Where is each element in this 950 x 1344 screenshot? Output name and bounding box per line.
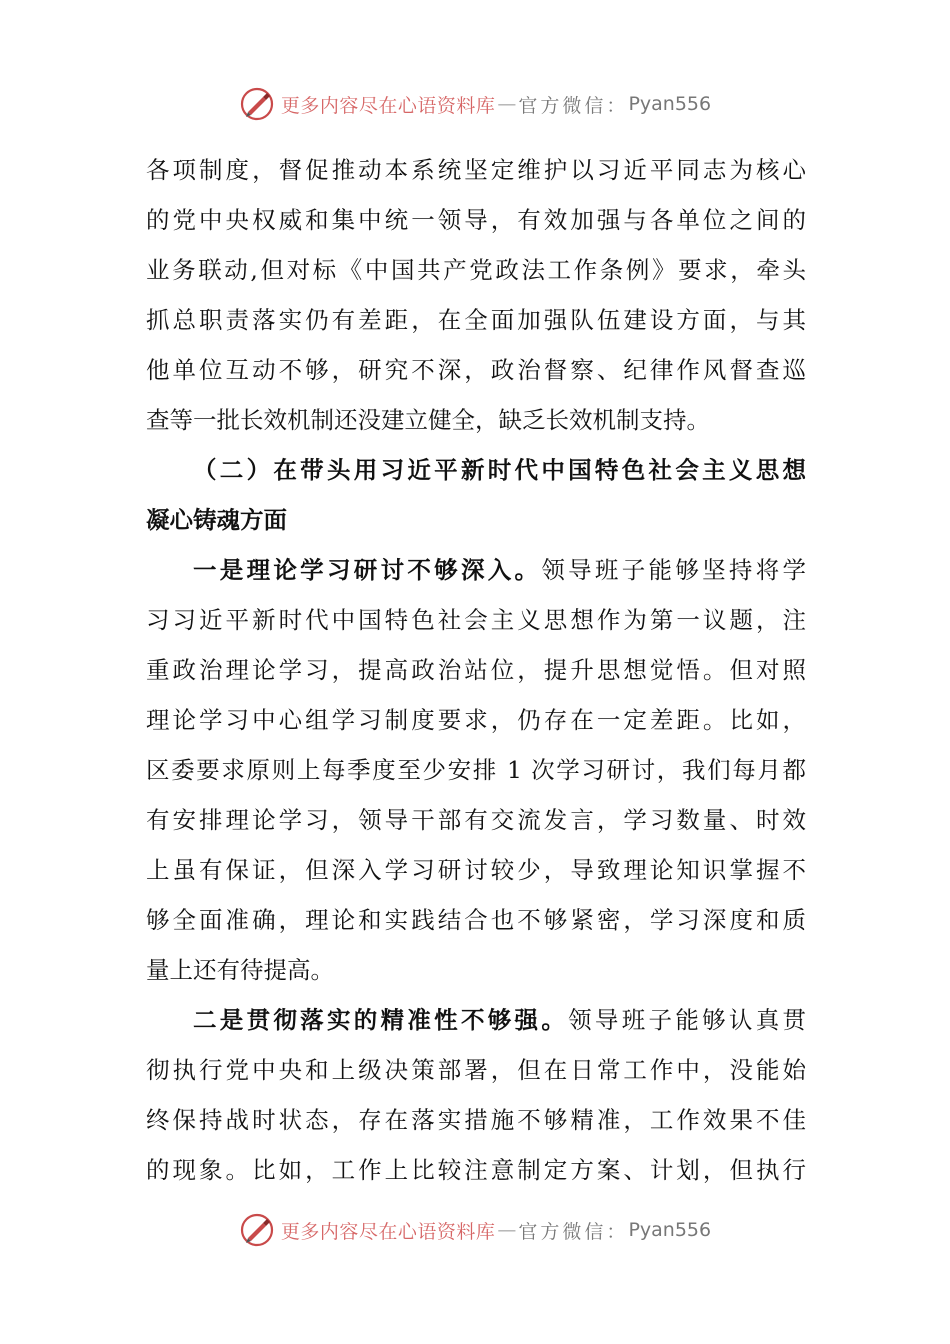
- paragraph-1: [146, 145, 806, 445]
- text-line: 上虽有保证，但深入学习研讨较少，导致理论知识掌握不: [146, 856, 806, 884]
- footer-banner: [0, 1210, 950, 1250]
- text-line: 区委要求原则上每季度至少安排 1 次学习研讨，我们每月都: [146, 756, 806, 784]
- header-banner: [0, 84, 950, 124]
- heading-line: 凝心铸魂方面: [146, 506, 287, 534]
- banner-separator: —: [497, 93, 517, 115]
- paragraph-2: [146, 545, 806, 995]
- text-line: 他单位互动不够，研究不深，政治督察、纪律作风督查巡: [146, 356, 806, 384]
- banner-wechat-label: 官方微信：: [518, 1220, 629, 1243]
- text-line: 有安排理论学习，领导干部有交流发言，学习数量、时效: [146, 806, 806, 834]
- text-line: 的党中央权威和集中统一领导，有效加强与各单位之间的: [146, 206, 806, 234]
- text-line: 各项制度，督促推动本系统坚定维护以习近平同志为核心: [146, 156, 806, 184]
- paragraph-3: [146, 995, 806, 1195]
- text-line: [146, 995, 806, 1045]
- text-line: 重政治理论学习，提高政治站位，提升思想觉悟。但对照: [146, 656, 806, 684]
- text-line: 彻执行党中央和上级决策部署，但在日常工作中，没能始: [146, 1056, 806, 1084]
- paragraph-lead: 一是理论学习研讨不够深入。: [193, 556, 542, 584]
- text-line: 的现象。比如，工作上比较注意制定方案、计划，但执行: [146, 1156, 806, 1184]
- banner-wechat-id: Pyan556: [628, 93, 712, 115]
- text-line: 够全面准确，理论和实践结合也不够紧密，学习深度和质: [146, 906, 806, 934]
- text-line: [146, 545, 806, 595]
- text-line: 业务联动,但对标《中国共产党政法工作条例》要求，牵头: [146, 256, 806, 284]
- banner-promo-text: 更多内容尽在心语资料库: [280, 94, 496, 117]
- text-line: 习习近平新时代中国特色社会主义思想作为第一议题，注: [146, 606, 806, 634]
- text-span: 领导班子能够认真贯: [568, 1006, 806, 1034]
- banner-wechat-id: Pyan556: [628, 1219, 712, 1241]
- text-line: 终保持战时状态，存在落实措施不够精准，工作效果不佳: [146, 1106, 806, 1134]
- banner-promo-text: 更多内容尽在心语资料库: [280, 1220, 496, 1243]
- paragraph-lead: 二是贯彻落实的精准性不够强。: [193, 1006, 569, 1034]
- section-heading: [146, 445, 806, 545]
- heading-line: （二）在带头用习近平新时代中国特色社会主义思想: [193, 456, 806, 484]
- text-line: 查等一批长效机制还没建立健全，缺乏长效机制支持。: [146, 406, 710, 434]
- text-line: 抓总职责落实仍有差距，在全面加强队伍建设方面，与其: [146, 306, 806, 334]
- pen-logo-icon: [239, 86, 275, 122]
- banner-separator: —: [497, 1219, 517, 1241]
- text-span: 领导班子能够坚持将学: [541, 556, 806, 584]
- document-body: [146, 145, 806, 1195]
- pen-logo-icon: [239, 1212, 275, 1248]
- text-line: 量上还有待提高。: [146, 956, 334, 984]
- text-line: 理论学习中心组学习制度要求，仍存在一定差距。比如，: [146, 706, 806, 734]
- banner-wechat-label: 官方微信：: [518, 94, 629, 117]
